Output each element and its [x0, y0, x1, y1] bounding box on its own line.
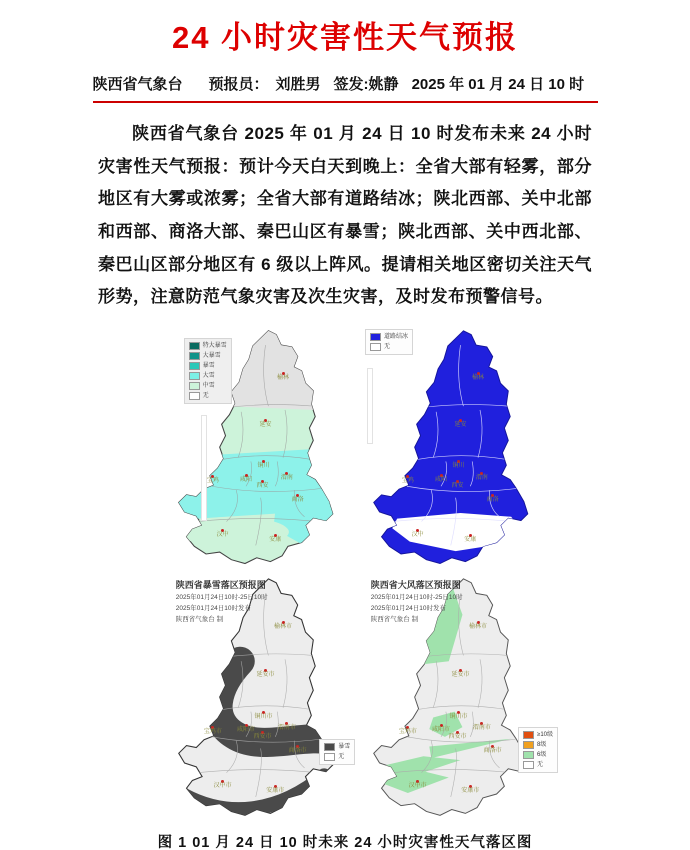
ice-legend — [365, 329, 413, 355]
city-label: 安康市 — [266, 785, 284, 795]
gale-map-panel — [363, 574, 558, 826]
maps-grid — [168, 326, 558, 826]
legend-label: 中雪 — [202, 383, 215, 390]
issuer-name: 姚静 — [368, 76, 399, 93]
gale-legend — [518, 727, 558, 773]
city-label: 商洛市 — [289, 745, 307, 755]
city-label: 延安市 — [256, 669, 274, 679]
gale-map-title — [371, 578, 463, 626]
legend-row — [523, 741, 553, 749]
legend-swatch — [370, 343, 381, 351]
map-scalebar — [201, 415, 207, 521]
map-title-line: 陕西省大风落区预报图 — [370, 579, 461, 590]
city-label: 延安市 — [451, 669, 469, 679]
office-name: 陕西省气象台 — [92, 76, 183, 93]
city-label: 安康市 — [461, 785, 479, 795]
blizzard-map-title — [176, 578, 268, 626]
issuer-label: 签发: — [333, 76, 369, 93]
map-title-line: 陕西省气象台 制 — [175, 616, 224, 623]
city-label: 西安 — [257, 480, 269, 490]
blizzard-map-panel — [168, 574, 363, 826]
legend-row — [189, 382, 227, 390]
map-title-line: 2025年01月24日10时-25日10时 — [370, 593, 463, 601]
city-label: 延安 — [259, 419, 271, 429]
city-label: 宝鸡 — [402, 475, 414, 485]
city-label: 渭南市 — [473, 722, 491, 732]
snow-legend — [184, 338, 232, 404]
city-label: 咸阳 — [435, 474, 447, 484]
map-scalebar — [367, 368, 373, 444]
legend-swatch — [523, 751, 534, 759]
legend-label: ≥10级 — [537, 731, 553, 738]
legend-label: 无 — [383, 344, 390, 351]
map-title-line: 陕西省暴雪落区预报图 — [175, 579, 266, 590]
legend-swatch — [189, 392, 200, 400]
city-label: 咸阳市 — [432, 724, 450, 734]
legend-row — [189, 362, 227, 370]
city-label: 铜川 — [258, 460, 270, 470]
legend-label: 无 — [338, 754, 345, 761]
figure-caption: 图 1 01 月 24 日 10 时未来 24 小时灾害性天气落区图 — [157, 834, 533, 850]
city-label: 西安 — [452, 480, 464, 490]
legend-row — [189, 392, 227, 400]
city-label: 渭南 — [281, 472, 293, 482]
legend-label: 无 — [202, 393, 209, 400]
city-label: 商洛 — [487, 494, 499, 504]
city-label: 汉中 — [217, 529, 229, 539]
legend-swatch — [523, 731, 534, 739]
legend-label: 无 — [537, 761, 544, 768]
legend-row — [324, 753, 350, 761]
legend-swatch — [189, 352, 200, 360]
map-title-line: 2025年01月24日10时发布 — [370, 604, 446, 612]
legend-row — [324, 743, 350, 751]
city-label: 宝鸡 — [207, 475, 219, 485]
legend-row — [523, 761, 553, 769]
legend-swatch — [189, 372, 200, 380]
legend-swatch — [324, 743, 335, 751]
city-label: 汉中 — [412, 529, 424, 539]
map-title-line: 陕西省气象台 制 — [370, 616, 419, 623]
city-label: 延安 — [454, 419, 466, 429]
legend-label: 暴雪 — [338, 744, 351, 751]
city-label: 商洛 — [292, 494, 304, 504]
snow-map-panel — [168, 326, 363, 574]
city-label: 宝鸡市 — [399, 726, 417, 736]
legend-label: 特大暴雪 — [202, 343, 227, 350]
legend-row — [370, 333, 408, 341]
city-label: 榆林 — [472, 372, 484, 382]
legend-label: 大雪 — [202, 373, 215, 380]
city-label: 安康 — [464, 534, 476, 544]
issue-datetime: 2025 年 01 月 24 日 10 时 — [411, 76, 585, 93]
map-title-line: 2025年01月24日10时-25日10时 — [175, 593, 268, 601]
ice-map — [363, 326, 558, 574]
legend-swatch — [324, 753, 335, 761]
legend-label: 暴雪 — [202, 363, 215, 370]
legend-row — [189, 342, 227, 350]
legend-row — [523, 751, 553, 759]
city-label: 榆林市 — [274, 621, 292, 631]
legend-row — [370, 343, 408, 351]
forecaster-name: 刘胜男 — [275, 76, 321, 93]
forecast-body-text: 陕西省气象台 2025 年 01 月 24 日 10 时发布未来 24 小时灾害性天气预报：预计今天白天到晚上：全省大部有轻雾，部分地区有大雾或浓雾；全省大部有道路结冰；陕北西部、关中北部和西部、商洛大部、秦巴山区有暴雪；陕北西部、关中西北部、秦巴山区部分地区有 6 级以上阵风。提请相关地区密切关注天气形势，注意防范气象灾害及次生灾害，及时发布预警信号。 — [98, 124, 592, 307]
city-label: 渭南 — [476, 472, 488, 482]
city-label: 榆林市 — [469, 621, 487, 631]
city-label: 西安市 — [254, 731, 272, 741]
legend-swatch — [523, 741, 534, 749]
legend-row — [189, 372, 227, 380]
forecaster-label: 预报员： — [208, 76, 269, 93]
legend-label: 大暴雪 — [202, 353, 221, 360]
document-title: 24 小时灾害性天气预报 — [171, 20, 519, 55]
legend-row — [523, 731, 553, 739]
map-title-line: 2025年01月24日10时发布 — [175, 604, 251, 612]
city-label: 咸阳 — [240, 474, 252, 484]
city-label: 宝鸡市 — [204, 726, 222, 736]
city-label: 汉中市 — [214, 780, 232, 790]
legend-label: 6级 — [537, 751, 547, 758]
city-label: 汉中市 — [409, 780, 427, 790]
legend-swatch — [189, 342, 200, 350]
header-line — [93, 73, 598, 103]
city-label: 铜川市 — [255, 711, 273, 721]
city-label: 铜川市 — [450, 711, 468, 721]
city-label: 商洛市 — [484, 745, 502, 755]
city-label: 安康 — [269, 534, 281, 544]
legend-swatch — [189, 382, 200, 390]
ice-map-panel — [363, 326, 558, 574]
legend-swatch — [189, 362, 200, 370]
city-label: 咸阳市 — [237, 724, 255, 734]
city-label: 榆林 — [277, 372, 289, 382]
city-label: 西安市 — [449, 731, 467, 741]
legend-row — [189, 352, 227, 360]
city-label: 渭南市 — [278, 722, 296, 732]
legend-label: 8级 — [537, 741, 547, 748]
legend-swatch — [370, 333, 381, 341]
blizzard-legend — [319, 739, 355, 765]
city-label: 铜川 — [453, 460, 465, 470]
legend-label: 道路结冰 — [383, 334, 408, 341]
legend-swatch — [523, 761, 534, 769]
